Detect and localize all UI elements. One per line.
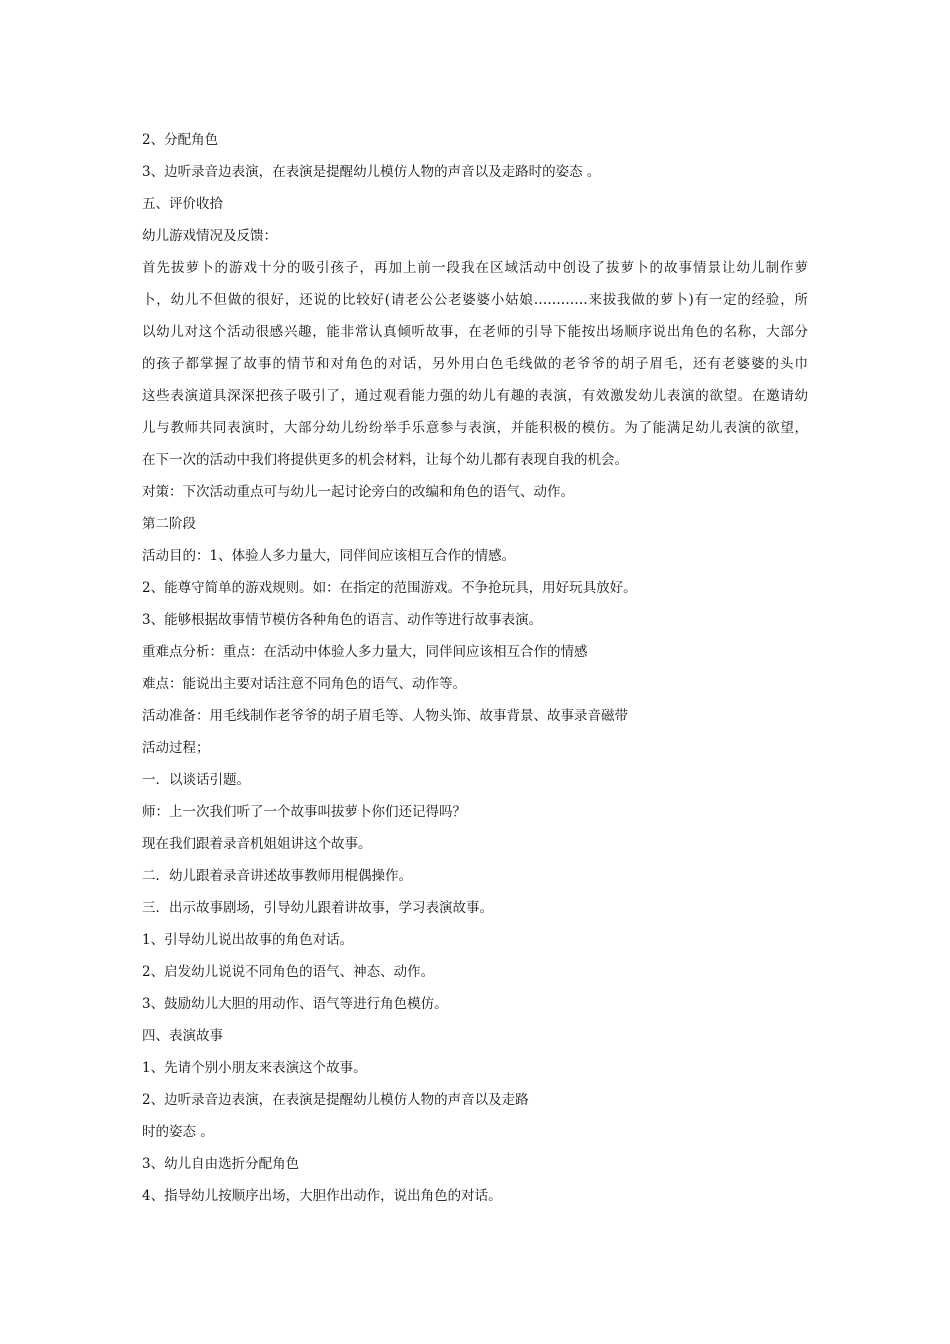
feedback-paragraph — [142, 252, 808, 476]
text-line: 2、分配角色 — [142, 132, 219, 148]
paragraph-line: 在下一次的活动中我们将提供更多的机会材料，让每个幼儿都有表现自我的机会。 — [142, 452, 628, 468]
text-line: 3、鼓励幼儿大胆的用动作、语气等进行角色模仿。 — [142, 996, 448, 1012]
text-line: 3、边听录音边表演，在表演是提醒幼儿模仿人物的声音以及走路时的姿态 。 — [142, 164, 601, 180]
text-line: 2、边听录音边表演，在表演是提醒幼儿模仿人物的声音以及走路 — [142, 1092, 529, 1108]
text-line: 4、指导幼儿按顺序出场，大胆作出动作，说出角色的对话。 — [142, 1188, 502, 1204]
document-body — [142, 124, 808, 1212]
text-line: 活动目的：1、体验人多力量大，同伴间应该相互合作的情感。 — [142, 548, 516, 564]
text-line: 师：上一次我们听了一个故事叫拔萝卜你们还记得吗？ — [142, 804, 466, 820]
text-line: 3、能够根据故事情节模仿各种角色的语言、动作等进行故事表演。 — [142, 612, 543, 628]
text-line: 1、先请个别小朋友来表演这个故事。 — [142, 1060, 367, 1076]
text-line: 对策：下次活动重点可与幼儿一起讨论旁白的改编和角色的语气、动作。 — [142, 484, 574, 500]
paragraph-line: 这些表演道具深深把孩子吸引了，通过观看能力强的幼儿有趣的表演，有效激发幼儿表演的欲望。在邀请幼 — [142, 388, 808, 404]
text-line: 幼儿游戏情况及反馈： — [142, 228, 277, 244]
paragraph-line: 首先拔萝卜的游戏十分的吸引孩子，再加上前一段我在区域活动中创设了拔萝卜的故事情景让幼儿制作萝 — [142, 260, 808, 276]
text-line: 二．幼儿跟着录音讲述故事教师用棍偶操作。 — [142, 868, 412, 884]
text-line: 一．以谈话引题。 — [142, 772, 250, 788]
text-line: 时的姿态 。 — [142, 1124, 214, 1140]
section-heading: 五、评价收拾 — [142, 196, 223, 212]
paragraph-line: 儿与教师共同表演时，大部分幼儿纷纷举手乐意参与表演，并能积极的模仿。为了能满足幼儿表演的欲望， — [142, 420, 808, 436]
text-line: 现在我们跟着录音机姐姐讲这个故事。 — [142, 836, 372, 852]
text-line: 重难点分析：重点：在活动中体验人多力量大，同伴间应该相互合作的情感 — [142, 644, 588, 660]
text-line: 3、幼儿自由选折分配角色 — [142, 1156, 300, 1172]
paragraph-line: 的孩子都掌握了故事的情节和对角色的对话，另外用白色毛线做的老爷爷的胡子眉毛，还有老婆婆的头巾 — [142, 356, 808, 372]
paragraph-line: 以幼儿对这个活动很感兴趣，能非常认真倾听故事，在老师的引导下能按出场顺序说出角色的名称，大部分 — [142, 324, 808, 340]
text-line: 活动准备：用毛线制作老爷爷的胡子眉毛等、人物头饰、故事背景、故事录音磁带 — [142, 708, 628, 724]
text-line: 2、能尊守简单的游戏规则。如：在指定的范围游戏。不争抢玩具，用好玩具放好。 — [142, 580, 637, 596]
section-heading: 第二阶段 — [142, 516, 196, 532]
text-line: 2、启发幼儿说说不同角色的语气、神态、动作。 — [142, 964, 435, 980]
text-line: 三．出示故事剧场，引导幼儿跟着讲故事，学习表演故事。 — [142, 900, 493, 916]
section-heading: 四、表演故事 — [142, 1028, 223, 1044]
paragraph-line: 卜，幼儿不但做的很好，还说的比较好(请老公公老婆婆小姑娘…………来拔我做的萝卜)有一定的经验，所 — [142, 292, 808, 308]
text-line: 活动过程； — [142, 740, 210, 756]
text-line: 1、引导幼儿说出故事的角色对话。 — [142, 932, 354, 948]
text-line: 难点：能说出主要对话注意不同角色的语气、动作等。 — [142, 676, 466, 692]
